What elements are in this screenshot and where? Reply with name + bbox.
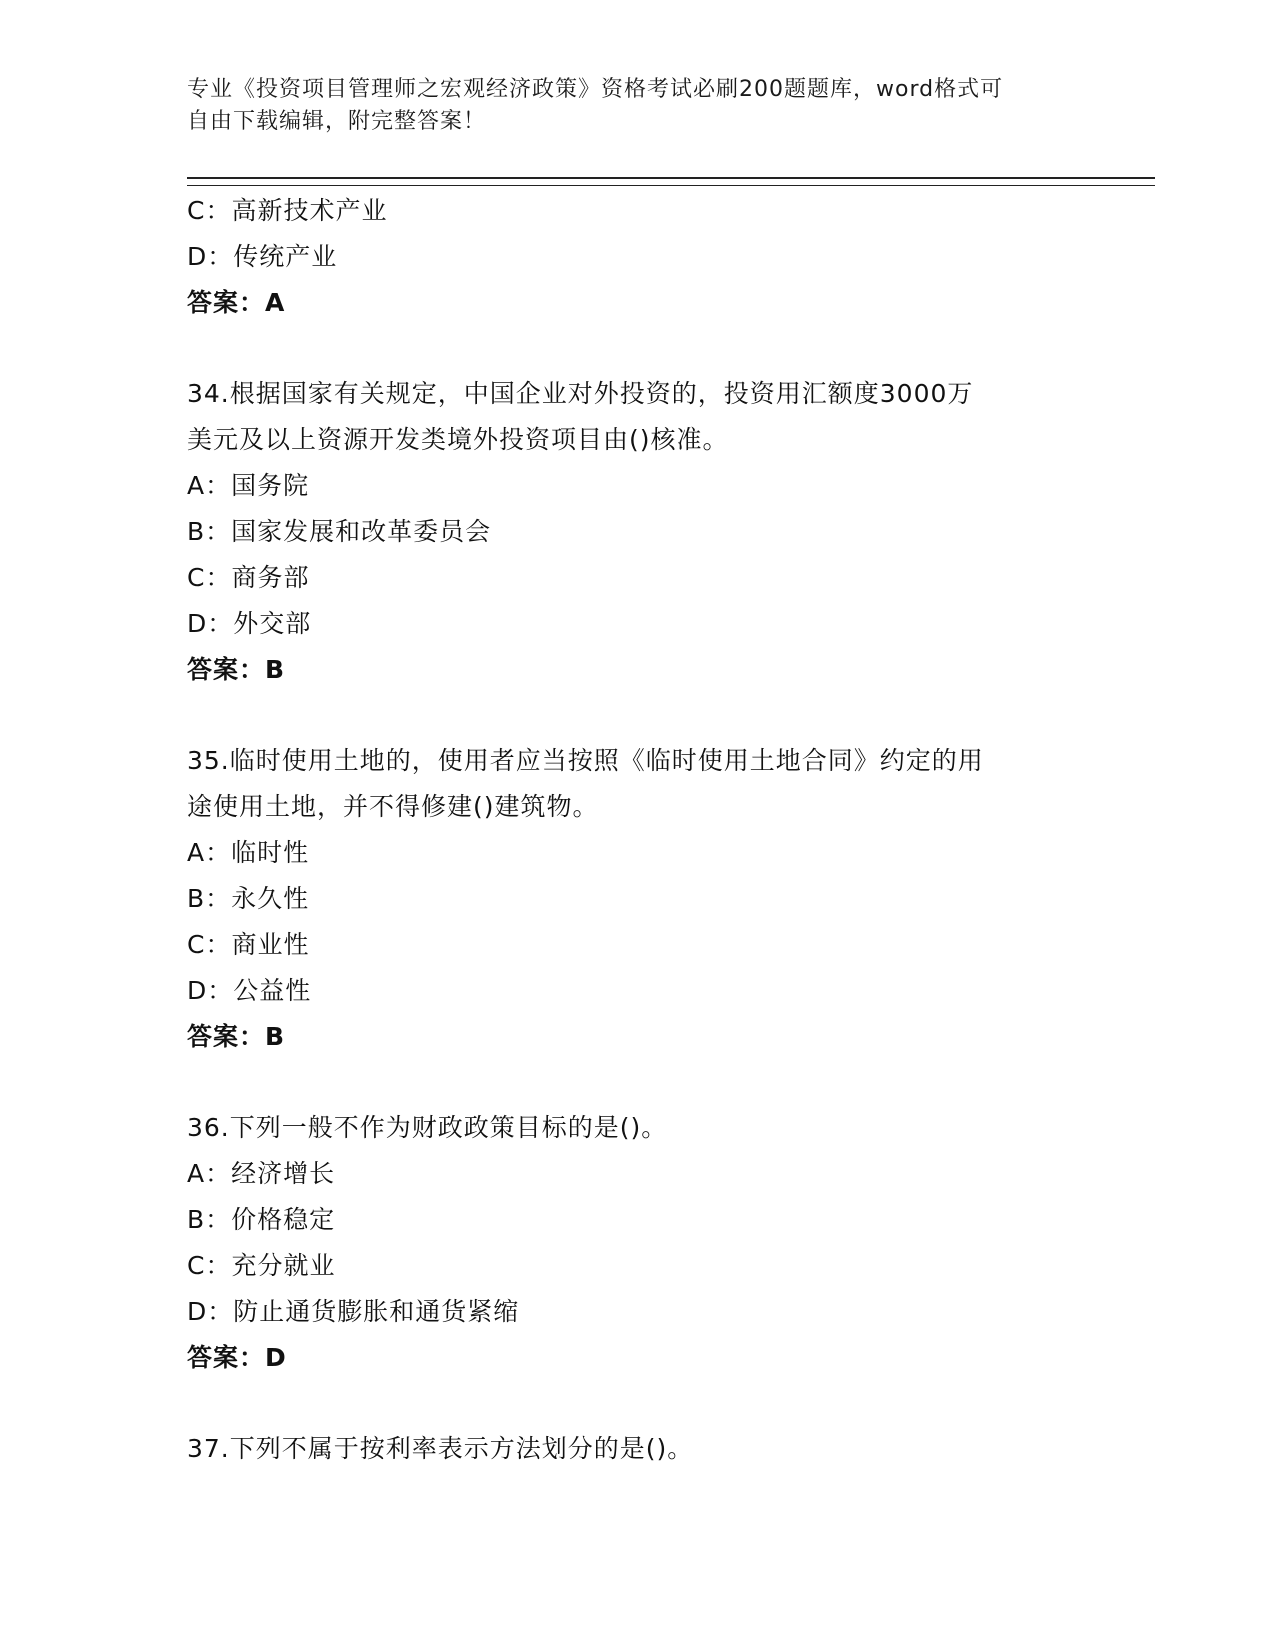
option-c: C：高新技术产业 (187, 196, 388, 225)
spacer (187, 326, 1087, 371)
answer: 答案：A (187, 288, 286, 317)
option-a: A：临时性 (187, 838, 310, 867)
question-33-tail (187, 188, 1087, 326)
answer: 答案：B (187, 655, 286, 684)
header-divider (187, 177, 1155, 186)
question-34 (187, 371, 1087, 693)
option-d: D：传统产业 (187, 242, 338, 271)
option-a: A：国务院 (187, 471, 310, 500)
question-stem: 34.根据国家有关规定，中国企业对外投资的，投资用汇额度3000万 (187, 379, 974, 408)
option-d: D：防止通货膨胀和通货紧缩 (187, 1297, 520, 1326)
option-d: D：公益性 (187, 976, 312, 1005)
spacer (187, 1060, 1087, 1105)
answer: 答案：B (187, 1022, 286, 1051)
option-a: A：经济增长 (187, 1159, 336, 1188)
option-b: B：价格稳定 (187, 1205, 336, 1234)
option-b: B：国家发展和改革委员会 (187, 517, 492, 546)
question-stem: 35.临时使用土地的，使用者应当按照《临时使用土地合同》约定的用 (187, 746, 984, 775)
question-stem: 美元及以上资源开发类境外投资项目由()核准。 (187, 425, 729, 454)
document-header (187, 74, 1087, 138)
option-c: C：商务部 (187, 563, 310, 592)
header-line-2: 自由下载编辑，附完整答案！ (187, 109, 487, 134)
question-stem: 37.下列不属于按利率表示方法划分的是()。 (187, 1434, 694, 1463)
question-37 (187, 1426, 1087, 1472)
question-list (187, 188, 1087, 1472)
option-c: C：商业性 (187, 930, 310, 959)
spacer (187, 693, 1087, 738)
option-c: C：充分就业 (187, 1251, 336, 1280)
question-36 (187, 1105, 1087, 1381)
question-stem: 36.下列一般不作为财政政策目标的是()。 (187, 1113, 668, 1142)
option-b: B：永久性 (187, 884, 310, 913)
spacer (187, 1381, 1087, 1426)
header-line-1: 专业《投资项目管理师之宏观经济政策》资格考试必刷200题题库，word格式可 (187, 77, 1004, 102)
question-35 (187, 738, 1087, 1060)
answer: 答案：D (187, 1343, 287, 1372)
question-stem: 途使用土地，并不得修建()建筑物。 (187, 792, 599, 821)
option-d: D：外交部 (187, 609, 312, 638)
